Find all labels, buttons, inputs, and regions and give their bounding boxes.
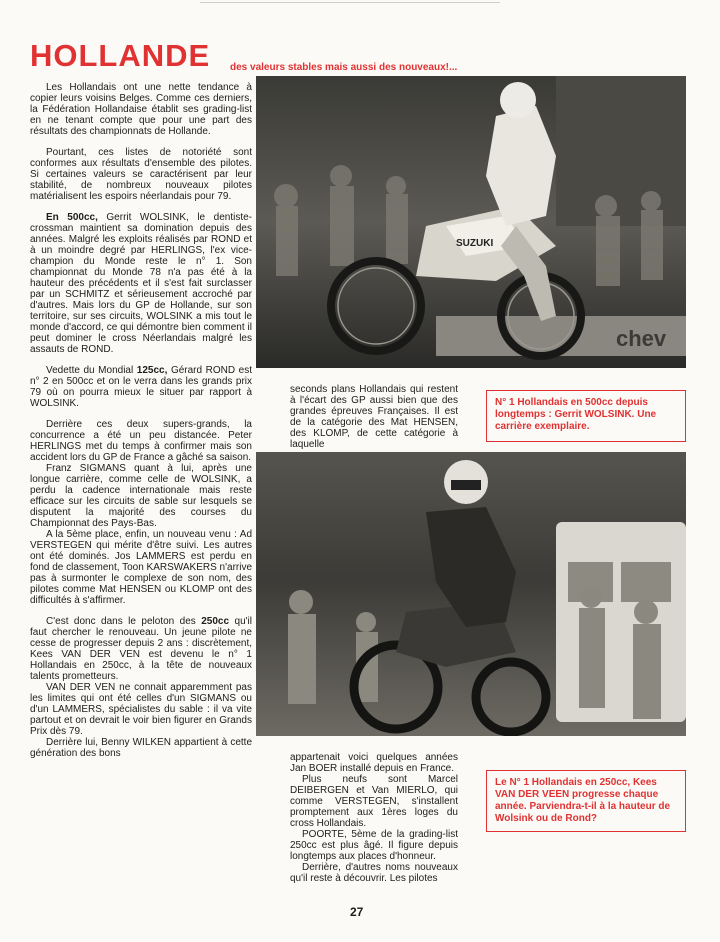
page-number: 27 (350, 905, 364, 919)
paragraph-125cc (30, 365, 252, 409)
section-lead-250cc: 250cc (201, 616, 230, 627)
middle-column-top (290, 384, 458, 450)
paragraph-van-der-ven: VAN DER VEN ne connait apparemment pas les limites qui ont été celles d'un SIGMANS ou d'un LAMMERS, spécialistes du sable : il va vite partout et on devrait le voir bien figurer en Grands Prix dès 79. (30, 682, 252, 737)
photo-van-der-ven-illustration (256, 452, 686, 736)
photo-wolsink-illustration (256, 76, 686, 368)
middle-column-bottom (290, 752, 458, 884)
paragraph-herlings: Derrière ces deux supers-grands, la concurrence a été un peu distancée. Peter HERLINGS met du temps à confirmer mais son accident lors du GP de France a gâché sa saison. (30, 419, 252, 463)
paragraph-boer: appartenait voici quelques années Jan BOER installé depuis en France. (290, 752, 458, 774)
page-title: HOLLANDE (30, 38, 211, 73)
paragraph-sigmans: Franz SIGMANS quant à lui, après une longue carrière, comme celle de WOLSINK, a perdu la cadence internationale mais reste efficace sur les circuits de sable sur lesquels se disputent la majorité des courses du Championnat des Pays-Bas. (30, 463, 252, 529)
sign-text: chev (616, 326, 667, 351)
paragraph-250cc (30, 616, 252, 682)
page-subtitle: des valeurs stables mais aussi des nouveaux!... (230, 62, 458, 73)
paragraph-notoriety: Pourtant, ces listes de notoriété sont conformes aux résultats d'ensemble des pilotes. Si certaines valeurs se caractérisent par leur stabilité, de nombreux nouveaux pilotes matérialisent les espoirs néerlandais pour 79. (30, 147, 252, 202)
paragraph-500cc-text: Gerrit WOLSINK, le dentiste-crossman maintient sa domination depuis des années. Malgré les exploits réalisés par ROND et à un moindre degré par HERLINGS, l'ex vice-champion du Monde reste le n° 1. Son championnat du Monde 78 n'a pas été à la hauteur des précédents et il s'est fait surclasser par un SCHMITZ et sérieusement accroché par d'autres. Mais lors du GP de Hollande, sur son territoire, sur ses circuits, WOLSINK a mis tout le monde d'accord, ce qui démontre bien comment il peut dominer le cross Néerlandais malgré les assauts de ROND. (30, 212, 252, 355)
caption-van-der-ven: Le N° 1 Hollandais en 250cc, Kees VAN DER VEEN progresse chaque année. Parviendra-t-il à la hauteur de Wolsink ou de Rond? (486, 770, 686, 832)
paragraph-250cc-start: C'est donc dans le peloton des (46, 616, 202, 627)
paragraph-125cc-text: Gérard ROND est n° 2 en 500cc et on le verra dans les grands prix 79 où on pourra mieux le situer par rapport à WOLSINK. (30, 365, 252, 409)
section-lead-500cc: En 500cc, (46, 212, 98, 223)
paragraph-250cc-text: qu'il faut chercher le renouveau. Un jeune pilote ne cesse de progresser depuis 2 ans : discrètement, Kees VAN DER VEN est devenu le n° 1 Hollandais en 250cc, à la tête de nouveaux talents prometteurs. (30, 616, 252, 682)
paragraph-intro: Les Hollandais ont une nette tendance à copier leurs voisins Belges. Comme ces derniers, la Fédération Hollandaise établit ses grading-list en ne tenant compte que pour une part des résultats des championnats de Hollande. (30, 82, 252, 137)
paragraph-other-names: Derrière, d'autres noms nouveaux qu'il reste à découvrir. Les pilotes (290, 862, 458, 884)
paragraph-second-plans: seconds plans Hollandais qui restent à l'écart des GP aussi bien que des grandes épreuves Françaises. Il est de la catégorie des Mat HENSEN, des KLOMP, de cette catégorie à laquelle (290, 384, 458, 450)
photo-van-der-ven (256, 452, 686, 736)
left-column (30, 82, 252, 759)
paragraph-deibergen: Plus neufs sont Marcel DEIBERGEN et Van MIERLO, qui comme VERSTEGEN, s'installent promptement aux 1ères loges du cross Hollandais. (290, 774, 458, 829)
section-lead-125cc: 125cc, (136, 365, 168, 376)
top-rule (200, 2, 500, 3)
paragraph-500cc (30, 212, 252, 355)
caption-wolsink: N° 1 Hollandais en 500cc depuis longtemps : Gerrit WOLSINK. Une carrière exemplaire. (486, 390, 686, 442)
paragraph-poorte: POORTE, 5ème de la grading-list 250cc est plus âgé. Il figure depuis longtemps aux places d'honneur. (290, 829, 458, 862)
paragraph-125cc-start: Vedette du Mondial (46, 365, 137, 376)
paragraph-wilken: Derrière lui, Benny WILKEN appartient à cette génération des bons (30, 737, 252, 759)
bike-brand-text: SUZUKI (456, 238, 494, 249)
photo-wolsink (256, 76, 686, 368)
paragraph-verstegen: A la 5ème place, enfin, un nouveau venu : Ad VERSTEGEN qui mérite d'être suivi. Les autres ont été dominés. Jos LAMMERS est perdu en fond de classement, Toon KARSWAKERS n'arrive pas à surmonter le complexe de son nom, des pilotes comme Mat HENSEN ou KLOMP ont des difficultés à s'affirmer. (30, 529, 253, 606)
